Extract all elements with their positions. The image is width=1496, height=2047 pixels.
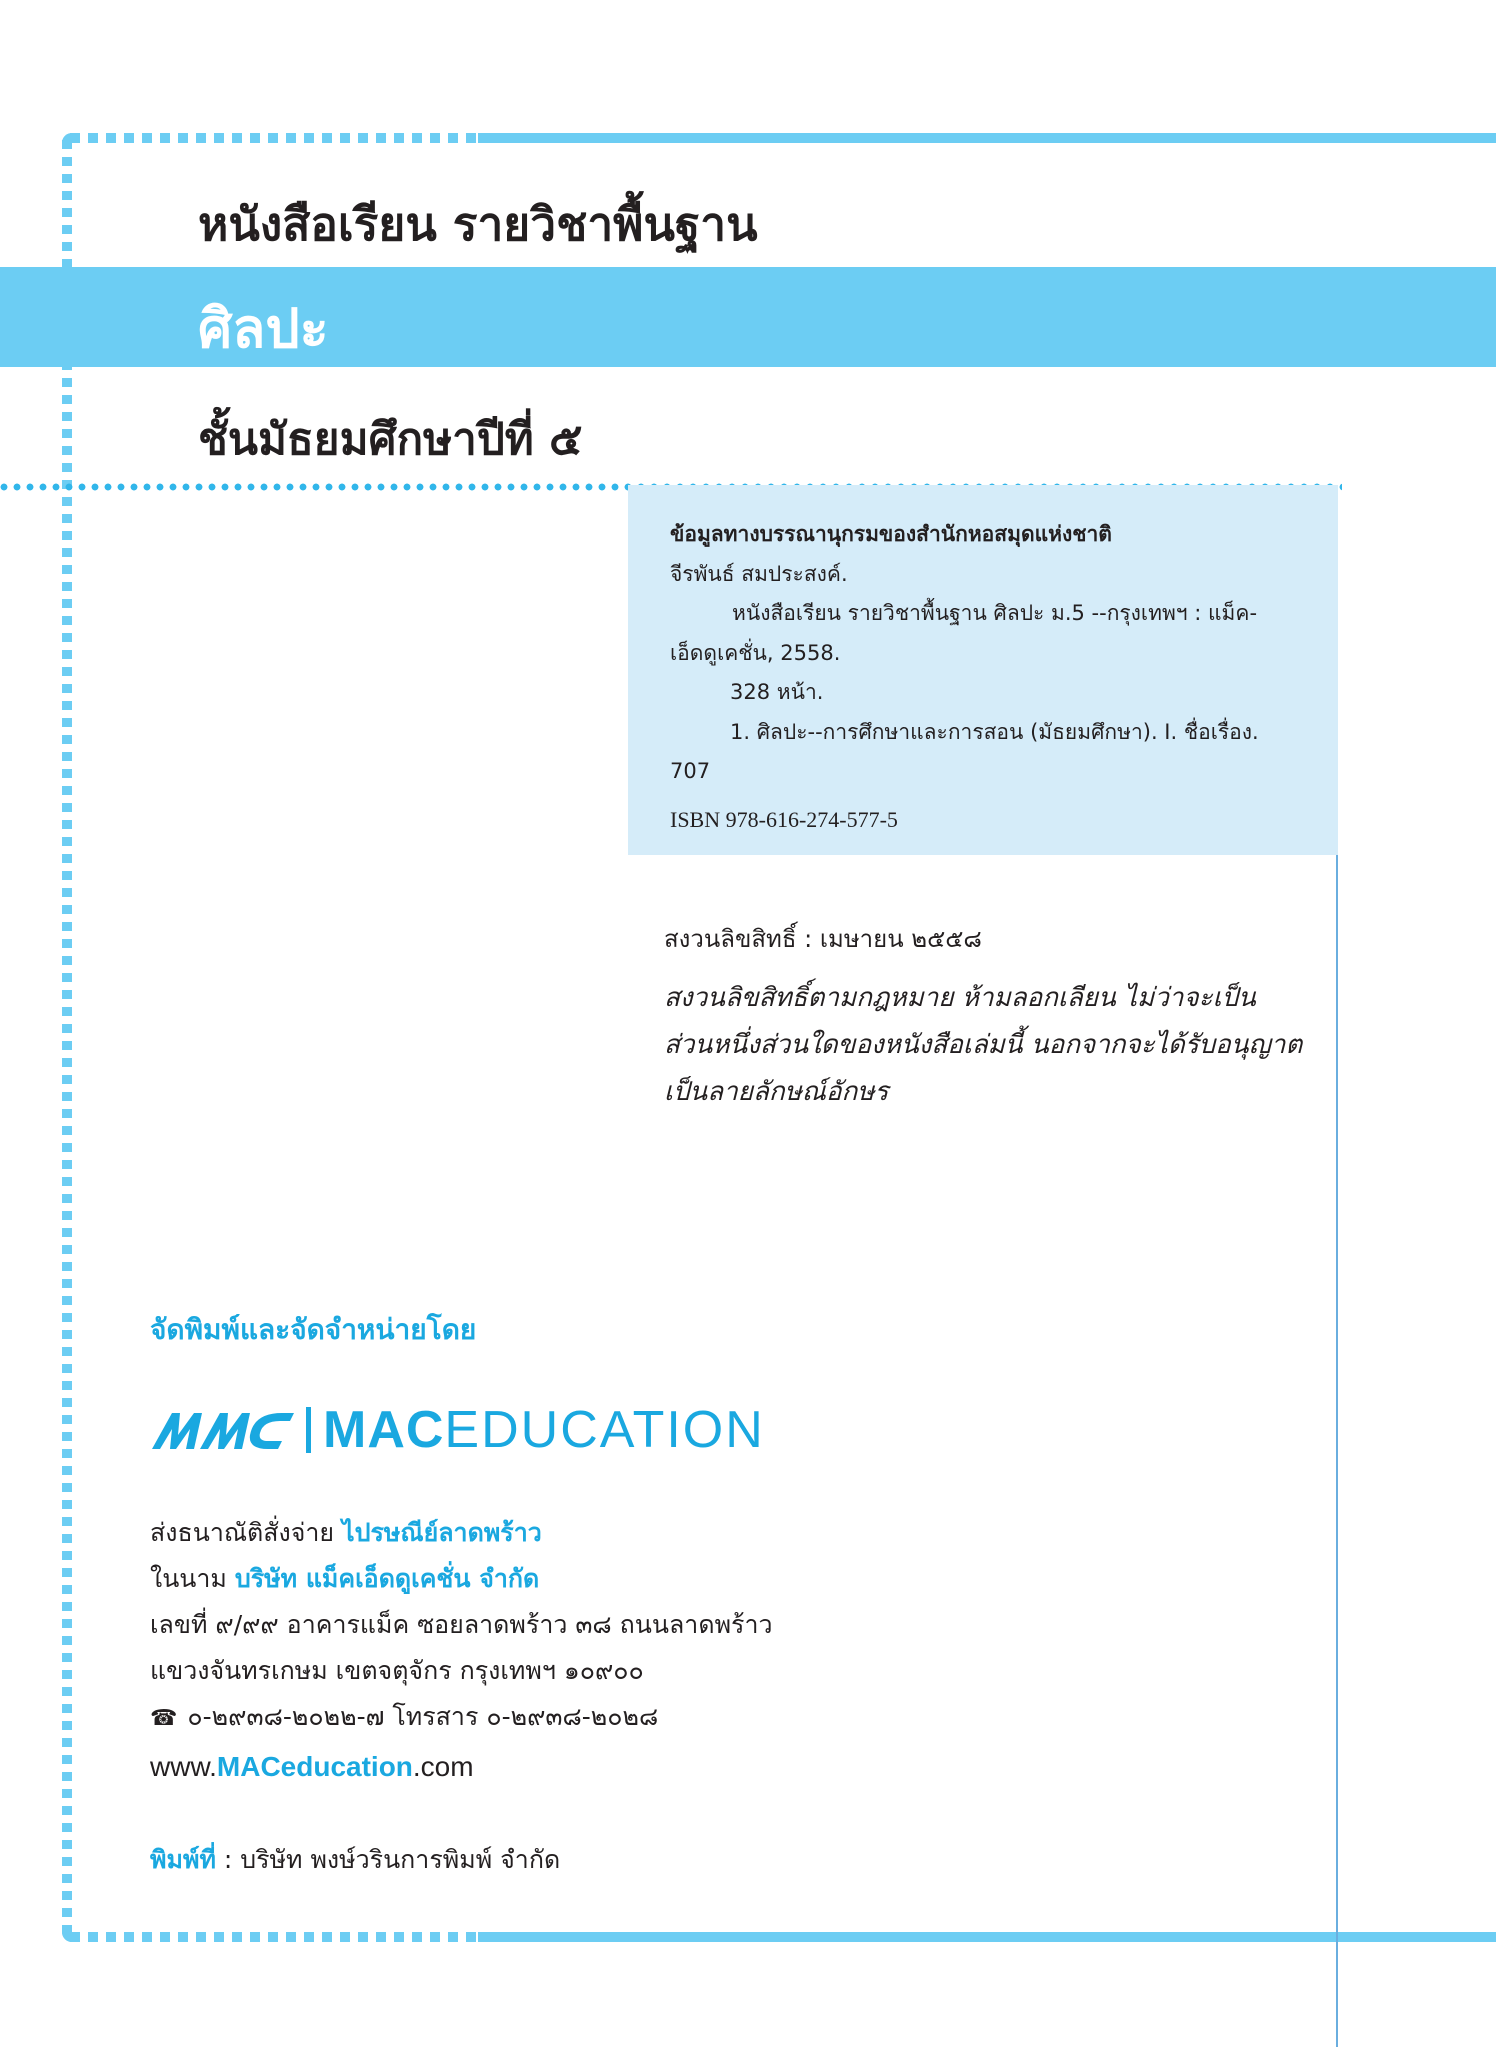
- subject-title: ศิลปะ: [198, 297, 329, 360]
- website-link[interactable]: [150, 1744, 773, 1790]
- printer-name: : บริษัท พงษ์วรินการพิมพ์ จำกัด: [215, 1845, 561, 1874]
- cip-isbn: ISBN 978-616-274-577-5: [670, 806, 898, 832]
- copyright-line: เป็นลายลักษณ์อักษร: [664, 1077, 889, 1107]
- publisher-label: จัดพิมพ์และจัดจำหน่ายโดย: [150, 1313, 477, 1346]
- cip-author: จีรพันธ์ สมประสงค์.: [670, 561, 848, 586]
- printer-line: [150, 1840, 560, 1880]
- money-order-to: ไปรษณีย์ลาดพร้าว: [342, 1518, 542, 1547]
- publisher-name-line: [150, 1556, 773, 1602]
- phone-numbers: ๐-๒๙๓๘-๒๐๒๒-๗ โทรสาร ๐-๒๙๓๘-๒๐๒๘: [187, 1702, 659, 1731]
- cip-line2: เอ็ดดูเคชั่น, 2558.: [670, 640, 841, 665]
- cip-line1: หนังสือเรียน รายวิชาพื้นฐาน ศิลปะ ม.5 --กรุงเทพฯ : แม็ค-: [732, 601, 1258, 625]
- frame-dashed-top: [70, 133, 478, 143]
- frame-dashed-bottom: [70, 1932, 478, 1942]
- frame-solid-top: [478, 133, 1496, 143]
- frame-dashed-left: [62, 140, 72, 1930]
- address-line-2: แขวงจันทรเกษม เขตจตุจักร กรุงเทพฯ ๑๐๙๐๐: [150, 1656, 644, 1685]
- copyright-label: สงวนลิขสิทธิ์ : เมษายน ๒๕๕๘: [664, 925, 982, 953]
- logo-separator: [306, 1407, 311, 1453]
- web-suffix: .com: [412, 1751, 474, 1782]
- cip-title: ข้อมูลทางบรรณานุกรมของสำนักหอสมุดแห่งชาติ: [670, 522, 1112, 546]
- logo-text-mac: MAC: [323, 1401, 445, 1459]
- money-order-prefix: ส่งธนาณัติสั่งจ่าย: [150, 1518, 335, 1547]
- phone-line: [150, 1694, 773, 1742]
- grade-level: ชั้นมัธยมศึกษาปีที่ ๕: [198, 414, 583, 465]
- web-domain: MACeducation: [216, 1751, 413, 1782]
- mac-education-logo: [150, 1400, 765, 1460]
- copyright-line: สงวนลิขสิทธิ์ตามกฎหมาย ห้ามลอกเลียน ไม่ว่าจะเป็น: [664, 983, 1256, 1013]
- publisher-address-block: [150, 1510, 773, 1790]
- book-title: หนังสือเรียน รายวิชาพื้นฐาน: [198, 197, 758, 251]
- mac-logo-mark-icon: [150, 1405, 300, 1455]
- phone-icon: ☎: [150, 1706, 178, 1731]
- cip-pages: 328 หน้า.: [730, 680, 824, 704]
- address-line-1: เลขที่ ๙/๙๙ อาคารแม็ค ซอยลาดพร้าว ๓๘ ถนนลาดพร้าว: [150, 1610, 773, 1639]
- printer-label: พิมพ์ที่: [150, 1845, 216, 1874]
- copyright-line: ส่วนหนึ่งส่วนใดของหนังสือเล่มนี้ นอกจากจะได้รับอนุญาต: [664, 1030, 1303, 1060]
- logo-text-education: EDUCATION: [444, 1401, 765, 1459]
- copyright-notice: [664, 975, 1302, 1116]
- cip-subject: 1. ศิลปะ--การศึกษาและการสอน (มัธยมศึกษา). I. ชื่อเรื่อง.: [730, 719, 1259, 744]
- publisher-name: บริษัท แม็คเอ็ดดูเคชั่น จำกัด: [234, 1564, 540, 1593]
- frame-solid-bottom: [478, 1932, 1496, 1942]
- money-order-line: [150, 1510, 773, 1556]
- cip-class-no: 707: [670, 759, 711, 783]
- cip-box: [628, 485, 1338, 855]
- web-prefix: www.: [150, 1751, 217, 1782]
- publisher-name-prefix: ในนาม: [150, 1564, 227, 1593]
